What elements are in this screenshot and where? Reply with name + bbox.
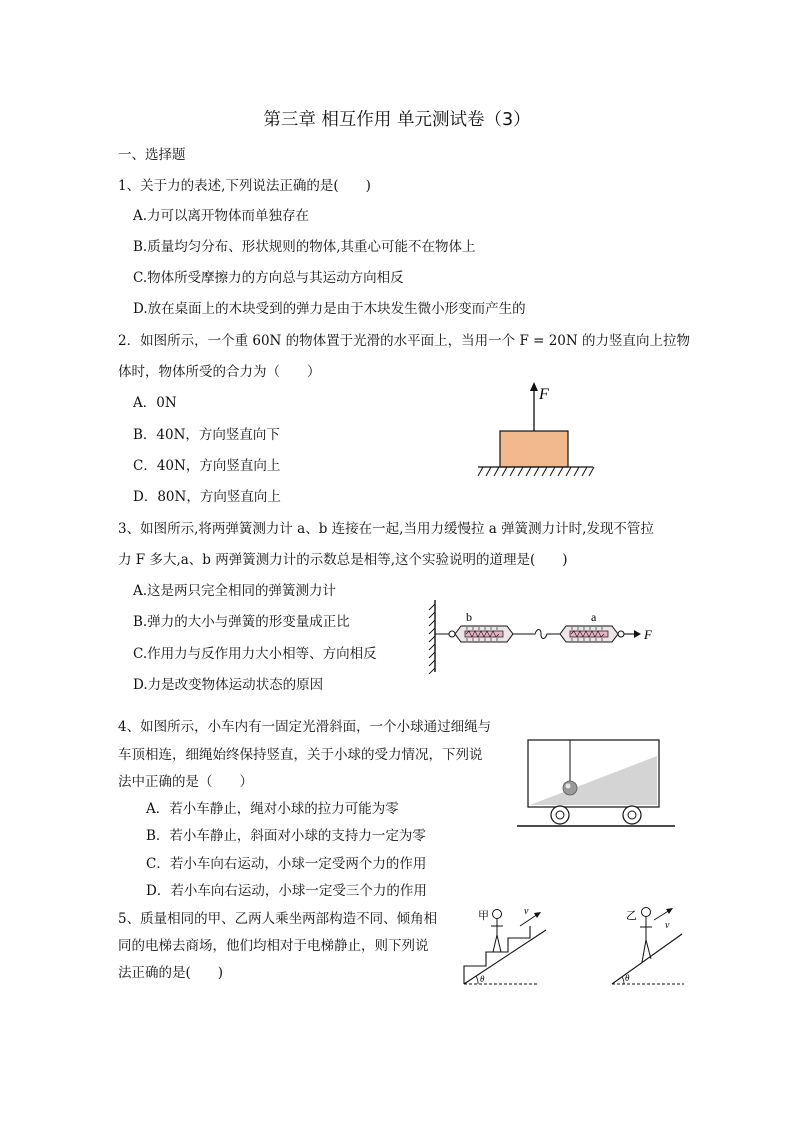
q4-cart-figure — [515, 735, 677, 831]
q3-option-b: B.弹力的大小与弹簧的形变量成正比 — [133, 614, 350, 630]
q1-option-b: B.质量均匀分布、形状规则的物体,其重心可能不在物体上 — [133, 239, 476, 255]
q4-option-a: A．若小车静止，绳对小球的拉力可能为零 — [146, 801, 399, 817]
q4-stem-line2: 车顶相连，细绳始终保持竖直，关于小球的受力情况，下列说 — [118, 747, 483, 763]
q4-stem-line3: 法中正确的是（ ） — [118, 774, 253, 790]
force-arrow-head — [530, 382, 538, 391]
person-yi-label: 乙 — [626, 910, 637, 922]
left-velocity-label: v — [524, 906, 529, 917]
q2-option-a: A．0N — [133, 395, 177, 411]
page-title: 第三章 相互作用 单元测试卷（3） — [263, 110, 531, 130]
force-label: F — [539, 386, 549, 403]
block — [500, 431, 568, 467]
person-jia — [491, 910, 503, 953]
spring-scale-b — [455, 626, 513, 642]
scale-a-label: a — [591, 610, 597, 624]
ball — [563, 781, 577, 795]
right-angle-label: θ — [625, 973, 630, 983]
q1-option-a: A.力可以离开物体而单独存在 — [133, 208, 310, 224]
left-angle-label: θ — [480, 974, 485, 984]
left-velocity-arrow — [520, 914, 538, 926]
stepped-escalator — [464, 926, 546, 984]
ramp-escalator — [612, 934, 684, 984]
q2-option-b: B．40N，方向竖直向下 — [133, 427, 280, 443]
q4-option-c: C．若小车向右运动，小球一定受两个力的作用 — [146, 856, 427, 872]
q3-option-d: D.力是改变物体运动状态的原因 — [133, 677, 324, 693]
q3-option-a: A.这是两只完全相同的弹簧测力计 — [133, 583, 337, 599]
q1-option-d: D.放在桌面上的木块受到的弹力是由于木块发生微小形变而产生的 — [133, 301, 526, 317]
spring-scale-a — [560, 626, 618, 642]
q2-block-figure — [475, 380, 600, 480]
q5-stem-line3: 法正确的是( ) — [118, 965, 224, 981]
connector-hook — [513, 630, 560, 639]
q3-spring-scale-figure — [425, 598, 665, 674]
ground-hatching — [478, 467, 594, 476]
pull-force-label: F — [644, 627, 652, 642]
q1-option-c: C.物体所受摩擦力的方向总与其运动方向相反 — [133, 270, 404, 286]
q2-stem-line2: 体时，物体所受的合力为（ ） — [118, 364, 321, 380]
section-heading: 一、选择题 — [118, 147, 186, 163]
q4-stem-line1: 4、如图所示，小车内有一固定光滑斜面，一个小球通过细绳与 — [118, 719, 492, 735]
pull-arrow-head — [634, 630, 641, 638]
q1-stem: 1、关于力的表述,下列说法正确的是( ) — [118, 178, 371, 194]
q2-option-c: C．40N，方向竖直向上 — [133, 458, 281, 474]
q5-escalator-figure — [458, 900, 686, 988]
q3-option-c: C.作用力与反作用力大小相等、方向相反 — [133, 646, 377, 662]
right-velocity-label: v — [665, 920, 670, 931]
q3-stem-line2: 力 F 多大,a、b 两弹簧测力计的示数总是相等,这个实验说明的道理是( ) — [118, 552, 568, 568]
scale-b-label: b — [466, 610, 472, 624]
wall-hatching — [429, 604, 435, 674]
q3-stem-line1: 3、如图所示,将两弹簧测力计 a、b 连接在一起,当用力缓慢拉 a 弹簧测力计时,发现不管拉 — [118, 521, 654, 537]
q2-option-d: D．80N，方向竖直向上 — [133, 489, 281, 505]
q4-option-b: B．若小车静止，斜面对小球的支持力一定为零 — [146, 828, 426, 844]
q5-stem-line2: 同的电梯去商场，他们均相对于电梯静止，则下列说 — [118, 938, 429, 954]
q4-option-d: D．若小车向右运动，小球一定受三个力的作用 — [146, 883, 427, 899]
person-jia-label: 甲 — [478, 910, 489, 922]
q2-stem-line1: 2．如图所示，一个重 60N 的物体置于光滑的水平面上，当用一个 F = 20N 的力竖直向上拉物 — [118, 333, 690, 349]
person-yi — [640, 908, 652, 963]
q5-stem-line1: 5、质量相同的甲、乙两人乘坐两部构造不同、倾角相 — [118, 911, 438, 927]
